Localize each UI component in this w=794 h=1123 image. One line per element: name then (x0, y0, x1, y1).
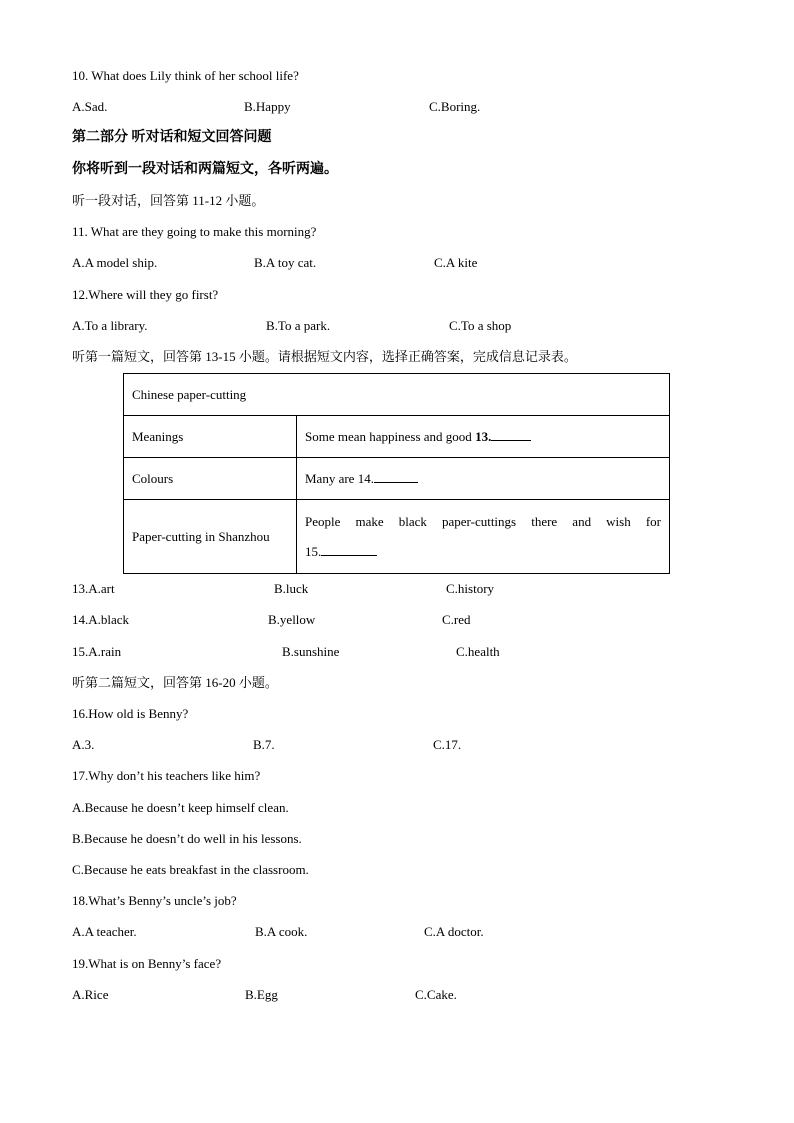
q10-option-b: B.Happy (244, 99, 291, 114)
q19-option-a: A.Rice (72, 987, 109, 1002)
q14-option-b: B.yellow (268, 612, 316, 627)
q12-option-a: A.To a library. (72, 318, 148, 333)
q17-option-a: A.Because he doesn’t keep himself clean. (72, 800, 289, 815)
part2-instruction: 你将听到一段对话和两篇短文，各听两遍。 (72, 162, 338, 177)
q10-option-c: C.Boring. (429, 99, 481, 114)
meanings-text: Some mean happiness and good (305, 429, 476, 444)
table-label-colours: Colours (124, 458, 297, 500)
q17-question: 17.Why don’t his teachers like him? (72, 768, 261, 783)
q11-option-c: C.A kite (434, 255, 478, 270)
q15-option-c: C.health (456, 644, 500, 659)
q10-question: 10. What does Lily think of her school life? (72, 68, 299, 83)
q17-option-b: B.Because he doesn’t do well in his lessons. (72, 831, 302, 846)
blank-15-number: 15. (305, 543, 322, 559)
q11-option-b: B.A toy cat. (254, 255, 317, 270)
q16-question: 16.How old is Benny? (72, 706, 189, 721)
q15-option-a: 15.A.rain (72, 644, 122, 659)
q13-option-a: 13.A.art (72, 581, 115, 596)
q18-option-c: C.A doctor. (424, 924, 484, 939)
dialogue-note: 听一段对话，回答第 11-12 小题。 (72, 193, 265, 208)
colours-text: Many are 14. (305, 471, 374, 486)
blank-14-line[interactable] (374, 470, 418, 483)
q18-question: 18.What’s Benny’s uncle’s job? (72, 893, 237, 908)
table-cell-colours (297, 458, 670, 500)
q12-option-b: B.To a park. (266, 318, 331, 333)
q18-option-a: A.A teacher. (72, 924, 137, 939)
info-record-table (123, 373, 670, 574)
table-label-shanzhou: Paper-cutting in Shanzhou (124, 500, 297, 574)
table-cell-meanings (297, 416, 670, 458)
q16-option-a: A.3. (72, 737, 95, 752)
table-label-meanings: Meanings (124, 416, 297, 458)
part2-title: 第二部分 听对话和短文回答问题 (72, 130, 272, 145)
table-title: Chinese paper-cutting (124, 374, 670, 416)
q19-option-b: B.Egg (245, 987, 278, 1002)
shanzhou-text: People make black paper-cuttings there and wish for (305, 513, 661, 529)
table-cell-shanzhou (297, 500, 670, 574)
q16-option-b: B.7. (253, 737, 275, 752)
q19-option-c: C.Cake. (415, 987, 457, 1002)
q15-option-b: B.sunshine (282, 644, 340, 659)
q12-option-c: C.To a shop (449, 318, 512, 333)
q14-option-a: 14.A.black (72, 612, 130, 627)
q11-option-a: A.A model ship. (72, 255, 158, 270)
q17-option-c: C.Because he eats breakfast in the classroom. (72, 862, 309, 877)
q11-question: 11. What are they going to make this morning? (72, 224, 317, 239)
q13-option-c: C.history (446, 581, 495, 596)
q12-question: 12.Where will they go first? (72, 287, 219, 302)
q16-option-c: C.17. (433, 737, 462, 752)
passage2-note: 听第二篇短文，回答第 16-20 小题。 (72, 675, 278, 690)
q14-option-c: C.red (442, 612, 471, 627)
q19-question: 19.What is on Benny’s face? (72, 956, 222, 971)
passage1-note: 听第一篇短文，回答第 13-15 小题。请根据短文内容，选择正确答案，完成信息记录表。 (72, 349, 577, 364)
q13-option-b: B.luck (274, 581, 309, 596)
blank-15-line[interactable] (321, 543, 377, 556)
blank-13-line[interactable] (491, 428, 531, 441)
blank-13-number: 13. (475, 429, 492, 444)
q18-option-b: B.A cook. (255, 924, 308, 939)
q10-option-a: A.Sad. (72, 99, 108, 114)
